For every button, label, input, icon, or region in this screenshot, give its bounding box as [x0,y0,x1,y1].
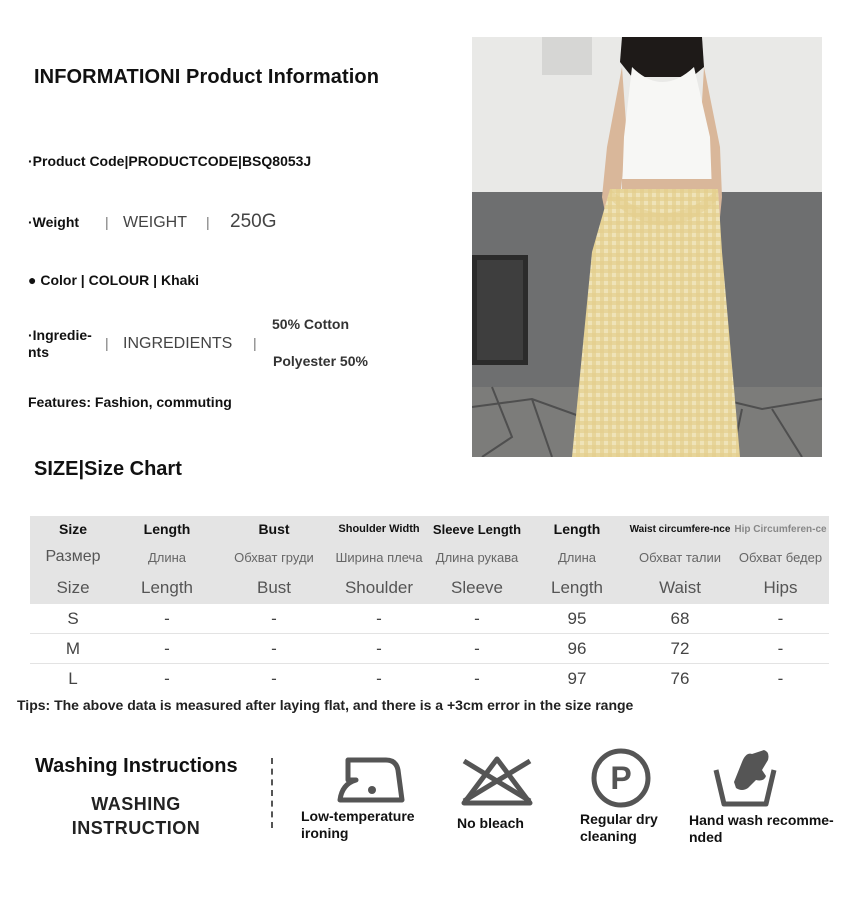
cell: 96 [526,634,628,664]
cell: L [68,668,78,688]
header-short-sleeve: Sleeve [428,572,526,604]
cell: - [116,634,218,664]
model-photo-illustration [472,37,822,457]
table-row [30,604,829,634]
hand-wash-label [689,812,834,846]
features-row: Features: Fashion, commuting [28,394,232,410]
cell: - [428,604,526,634]
label-line1: Low-temperature [301,808,415,824]
ingredients-separator-b: | [253,335,257,351]
no-bleach-icon [458,753,536,812]
header-ru-shoulder: Ширина плеча [330,542,428,572]
header-ru-size: Размер [30,542,116,572]
table-header-short [30,572,829,604]
table-row [30,634,829,664]
weight-label-en: WEIGHT [123,214,187,231]
label-line1: Regular dry [580,811,658,827]
low-temperature-iron-icon [336,754,406,811]
regular-dry-cleaning-label [580,811,658,845]
weight-separator-a: | [105,214,109,230]
label-line1: Hand wash recomme- [689,812,834,828]
cell: 72 [628,634,732,664]
dry-clean-symbol: P [610,760,632,796]
header-sleeve-length: Sleeve Length [428,516,526,542]
cell: - [330,604,428,634]
cell: M [30,634,116,664]
header-length: Length [116,516,218,542]
header-ru-sleeve: Длина рукава [428,542,526,572]
cell: - [218,604,330,634]
header-size: Size [30,516,116,542]
header-short-length: Length [116,572,218,604]
header-ru-bust: Обхват груди [218,542,330,572]
washing-subtitle [58,792,214,840]
cell: - [474,668,480,688]
cell: - [732,634,829,664]
ingredients-label-en: INGREDIENTS [123,335,233,352]
size-chart-table [30,516,829,693]
weight-value: 250G [230,211,277,232]
label-line2: cleaning [580,828,637,844]
ingredients-separator-a: | [105,335,109,351]
cell: - [218,634,330,664]
ingredient-cotton: 50% Cotton [272,316,349,332]
dry-clean-p-icon [590,747,652,814]
no-bleach-label [457,815,524,832]
cell: 97 [567,668,587,688]
washing-divider [271,758,273,828]
ingredients-label-line1: ·Ingredie- [28,327,92,343]
size-tips: Tips: The above data is measured after laying flat, and there is a +3cm error in the size range [17,697,634,713]
label-line2: nded [689,829,723,845]
header-short-bust: Bust [218,572,330,604]
product-info-title: INFORMATIONI Product Information [34,66,380,88]
table-header-en [30,516,829,542]
label-line2: ironing [301,825,349,841]
table-row [30,664,829,694]
cell: S [30,604,116,634]
color-row: ● Color | COLOUR | Khaki [28,272,200,288]
cell: - [777,668,784,688]
hand-wash-icon [712,748,778,815]
cell: - [732,604,829,634]
size-chart-title: SIZE|Size Chart [34,458,182,480]
header-ru-waist: Обхват талии [628,542,732,572]
header-ru-length: Длина [116,542,218,572]
header-ru-hips: Обхват бедер [732,542,829,572]
label-line1: No bleach [457,815,524,831]
weight-label: ·Weight [28,214,80,230]
header-short-shoulder: Shoulder [330,572,428,604]
product-code: ·Product Code|PRODUCTCODE|BSQ8053J [28,153,312,169]
cell: - [428,634,526,664]
cell: - [164,668,170,688]
cell: 95 [526,604,628,634]
header-shoulder-width: Shoulder Width [330,516,428,542]
low-temperature-ironing-label [301,808,415,842]
product-photo [472,37,822,457]
header-short-waist: Waist [628,572,732,604]
cell: - [330,634,428,664]
washing-subtitle-line2: INSTRUCTION [71,818,201,838]
weight-separator-b: | [206,214,210,230]
header-length-2: Length [526,516,628,542]
header-short-hips: Hips [732,572,829,604]
washing-subtitle-line1: WASHING [91,794,181,814]
cell: - [376,668,382,688]
header-ru-length-2: Длина [526,542,628,572]
header-waist: Waist circumfere-nce [628,516,732,542]
cell: 68 [628,604,732,634]
washing-title: Washing Instructions [35,755,238,777]
table-header-ru [30,542,829,572]
cell: - [271,668,277,688]
header-hip: Hip Circumferen-ce [732,516,829,542]
cell: 76 [670,668,690,688]
header-short-length-2: Length [526,572,628,604]
header-bust: Bust [218,516,330,542]
ingredients-label-line2: nts [28,344,49,360]
header-short-size: Size [30,572,116,604]
ingredients-label [28,327,92,361]
cell: - [116,604,218,634]
ingredient-polyester: Polyester 50% [273,353,368,369]
